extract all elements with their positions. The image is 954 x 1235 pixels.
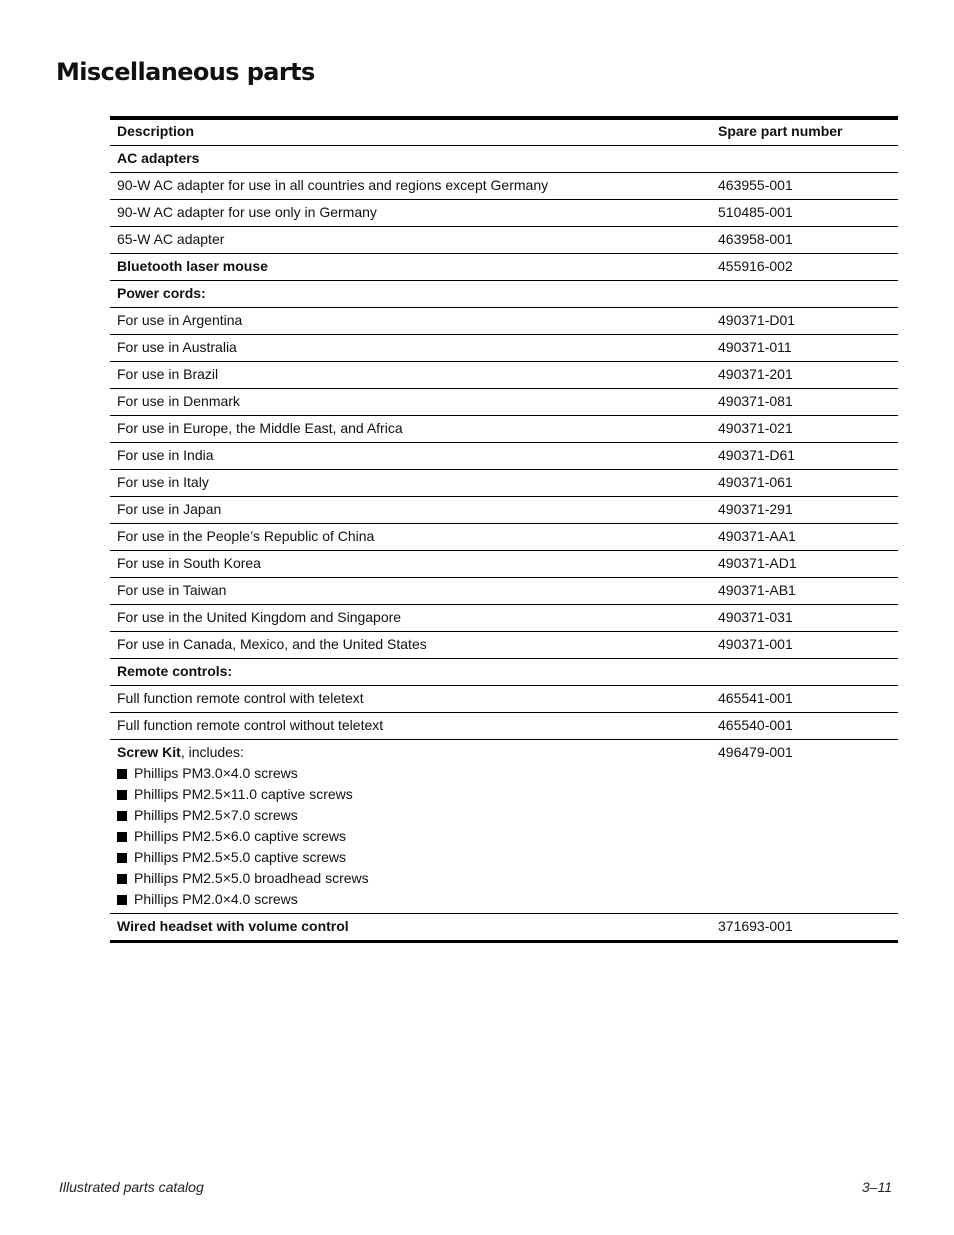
table-row (110, 200, 898, 227)
screw-item-label: Phillips PM2.5×7.0 screws (134, 807, 298, 823)
table-row (110, 416, 898, 443)
part-description: For use in Canada, Mexico, and the United States (117, 636, 427, 652)
category-label: Remote controls: (117, 663, 233, 679)
table-row (110, 497, 898, 524)
square-bullet-icon (117, 769, 127, 779)
part-number: 490371-081 (718, 393, 793, 409)
table-row (110, 227, 898, 254)
screw-kit-list (117, 763, 718, 910)
part-number: 463955-001 (718, 177, 793, 193)
category-label: Bluetooth laser mouse (117, 258, 268, 274)
list-item (117, 784, 718, 805)
list-item (117, 826, 718, 847)
part-number: 490371-001 (718, 636, 793, 652)
part-description: For use in Brazil (117, 366, 219, 382)
header-description: Description (117, 123, 195, 139)
part-description: Full function remote control with teletext (117, 690, 364, 706)
part-number: 496479-001 (718, 744, 793, 760)
part-description: 65-W AC adapter (117, 231, 225, 247)
screw-kit-heading (117, 742, 718, 763)
table-row (110, 389, 898, 416)
table-row (110, 605, 898, 632)
page-title: Miscellaneous parts (56, 58, 315, 86)
part-number: 490371-AB1 (718, 582, 796, 598)
part-number: 490371-201 (718, 366, 793, 382)
list-item (117, 847, 718, 868)
part-number: 490371-D61 (718, 447, 796, 463)
part-description: For use in Taiwan (117, 582, 227, 598)
table-row (110, 146, 898, 173)
table-row (110, 308, 898, 335)
table-row (110, 632, 898, 659)
part-number: 490371-AD1 (718, 555, 797, 571)
table-header-row (110, 120, 898, 146)
table-row (110, 713, 898, 740)
table-row (110, 335, 898, 362)
part-number: 490371-021 (718, 420, 793, 436)
square-bullet-icon (117, 811, 127, 821)
screw-item-label: Phillips PM2.0×4.0 screws (134, 891, 298, 907)
screw-item-label: Phillips PM2.5×5.0 captive screws (134, 849, 347, 865)
part-number: 490371-AA1 (718, 528, 796, 544)
square-bullet-icon (117, 895, 127, 905)
part-number: 463958-001 (718, 231, 793, 247)
table-row (110, 686, 898, 713)
category-label: Power cords: (117, 285, 206, 301)
table-row (110, 659, 898, 686)
part-number: 490371-291 (718, 501, 793, 517)
footer-page-number: 3–11 (861, 1179, 892, 1195)
screw-kit-suffix: , includes: (180, 744, 244, 760)
table-row (110, 281, 898, 308)
list-item (117, 763, 718, 784)
part-number (718, 148, 898, 169)
part-description: For use in Argentina (117, 312, 243, 328)
table-row (110, 524, 898, 551)
table-row (110, 173, 898, 200)
part-number: 465540-001 (718, 717, 793, 733)
part-description: For use in India (117, 447, 214, 463)
screw-item-label: Phillips PM3.0×4.0 screws (134, 765, 298, 781)
screw-kit-name: Screw Kit (117, 744, 181, 760)
table-row (110, 362, 898, 389)
screw-kit-row (110, 740, 898, 914)
table-row (110, 470, 898, 497)
part-description: 90-W AC adapter for use only in Germany (117, 204, 377, 220)
screw-kit-description (110, 742, 718, 910)
category-label: AC adapters (117, 150, 200, 166)
table-row (110, 254, 898, 281)
screw-item-label: Phillips PM2.5×11.0 captive screws (134, 786, 353, 802)
part-description: Full function remote control without teletext (117, 717, 384, 733)
part-description: For use in Japan (117, 501, 222, 517)
part-description: For use in South Korea (117, 555, 261, 571)
table-row (110, 578, 898, 605)
part-number: 490371-011 (718, 339, 792, 355)
part-description: For use in the People’s Republic of China (117, 528, 375, 544)
list-item (117, 868, 718, 889)
parts-table (110, 116, 898, 943)
square-bullet-icon (117, 874, 127, 884)
part-number: 465541-001 (718, 690, 793, 706)
part-number: 490371-061 (718, 474, 793, 490)
footer-section-title: Illustrated parts catalog (59, 1179, 204, 1195)
part-number (718, 661, 898, 682)
part-number: 510485-001 (718, 204, 793, 220)
part-description: For use in Australia (117, 339, 237, 355)
screw-item-label: Phillips PM2.5×5.0 broadhead screws (134, 870, 369, 886)
table-row (110, 914, 898, 940)
part-number: 490371-031 (718, 609, 793, 625)
list-item (117, 805, 718, 826)
part-number: 490371-D01 (718, 312, 796, 328)
part-number (718, 283, 898, 304)
part-description: For use in Italy (117, 474, 209, 490)
part-number: 371693-001 (718, 918, 793, 934)
part-description: For use in Denmark (117, 393, 240, 409)
table-row (110, 443, 898, 470)
part-number: 455916-002 (718, 258, 793, 274)
category-label: Wired headset with volume control (117, 918, 349, 934)
square-bullet-icon (117, 790, 127, 800)
header-part-number: Spare part number (718, 123, 843, 139)
part-description: For use in Europe, the Middle East, and Africa (117, 420, 403, 436)
screw-item-label: Phillips PM2.5×6.0 captive screws (134, 828, 347, 844)
part-description: 90-W AC adapter for use in all countries and regions except Germany (117, 177, 549, 193)
list-item (117, 889, 718, 910)
table-row (110, 551, 898, 578)
square-bullet-icon (117, 832, 127, 842)
part-description: For use in the United Kingdom and Singapore (117, 609, 402, 625)
square-bullet-icon (117, 853, 127, 863)
